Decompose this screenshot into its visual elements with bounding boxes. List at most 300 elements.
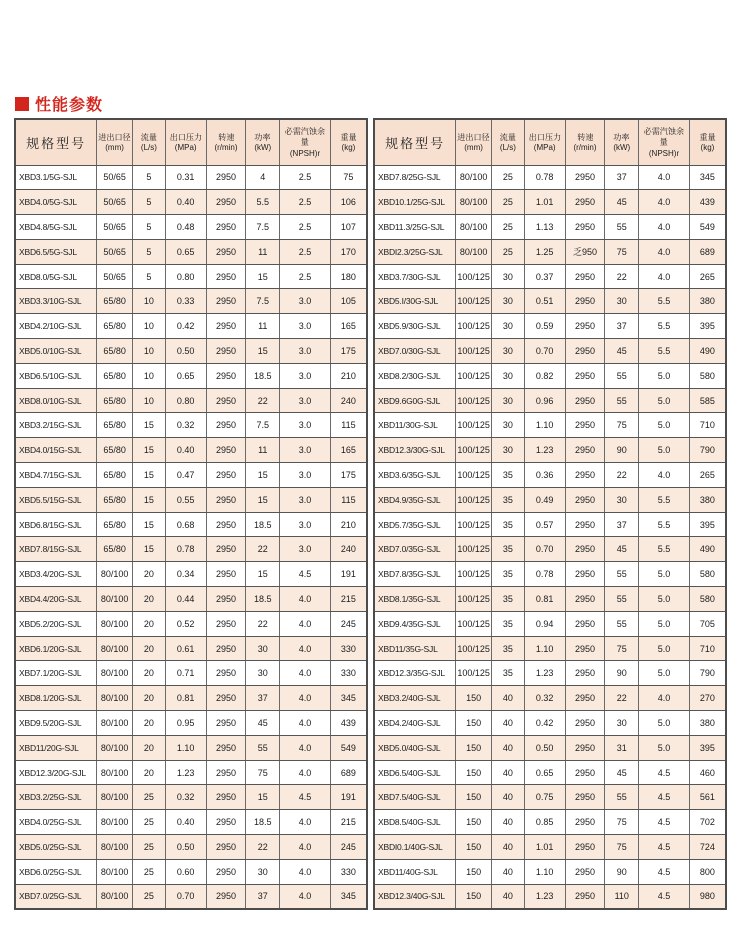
value-cell: 2950 <box>565 686 605 711</box>
value-cell: 30 <box>492 314 525 339</box>
value-cell: 15 <box>246 463 280 488</box>
value-cell: 1.10 <box>524 636 565 661</box>
value-cell: 2950 <box>565 859 605 884</box>
model-cell: XBD7.0/35G-SJL <box>374 537 456 562</box>
value-cell: 37 <box>605 314 639 339</box>
value-cell: 0.75 <box>524 785 565 810</box>
value-cell: 439 <box>330 711 367 736</box>
model-cell: XBD9.5/20G-SJL <box>15 711 97 736</box>
value-cell: 490 <box>689 537 726 562</box>
table-row <box>374 215 726 240</box>
value-cell: 2950 <box>565 562 605 587</box>
value-cell: 90 <box>605 859 639 884</box>
value-cell: 4.0 <box>639 264 690 289</box>
value-cell: 4.5 <box>639 760 690 785</box>
value-cell: 1.13 <box>524 215 565 240</box>
value-cell: 490 <box>689 339 726 364</box>
value-cell: 1.23 <box>524 884 565 909</box>
value-cell: 35 <box>492 562 525 587</box>
value-cell: 395 <box>689 512 726 537</box>
spec-table-right-body <box>374 165 726 909</box>
value-cell: 35 <box>492 463 525 488</box>
value-cell: 1.23 <box>524 438 565 463</box>
model-cell: XBD9.6G0G-SJL <box>374 388 456 413</box>
col-header-label: 必需汽蚀余量 <box>643 126 685 147</box>
value-cell: 15 <box>133 537 166 562</box>
col-header-pressure <box>165 119 206 165</box>
model-cell: XBD3.3/10G-SJL <box>15 289 97 314</box>
value-cell: 35 <box>492 587 525 612</box>
table-row <box>15 289 367 314</box>
value-cell: 0.32 <box>165 785 206 810</box>
value-cell: 0.80 <box>165 388 206 413</box>
table-row <box>15 413 367 438</box>
model-cell: XBD5.0/40G-SJL <box>374 735 456 760</box>
spec-table-right <box>373 118 727 910</box>
value-cell: 2950 <box>206 512 246 537</box>
value-cell: 2950 <box>565 314 605 339</box>
value-cell: 1.23 <box>165 760 206 785</box>
value-cell: 0.42 <box>165 314 206 339</box>
value-cell: 2950 <box>565 537 605 562</box>
value-cell: 2950 <box>565 884 605 909</box>
value-cell: 0.50 <box>165 339 206 364</box>
value-cell: 110 <box>605 884 639 909</box>
table-row <box>374 611 726 636</box>
value-cell: 11 <box>246 314 280 339</box>
model-cell: XBD7.0/30G-SJL <box>374 339 456 364</box>
value-cell: 0.33 <box>165 289 206 314</box>
value-cell: 5 <box>133 165 166 190</box>
col-header-unit: (L/s) <box>499 143 516 153</box>
table-row <box>374 810 726 835</box>
table-row <box>15 363 367 388</box>
value-cell: 5.5 <box>639 537 690 562</box>
col-header-flow <box>492 119 525 165</box>
value-cell: 2950 <box>565 661 605 686</box>
value-cell: 75 <box>246 760 280 785</box>
value-cell: 22 <box>246 835 280 860</box>
col-header-unit: (MPa) <box>174 143 197 153</box>
value-cell: 2.5 <box>280 264 331 289</box>
value-cell: 5.0 <box>639 587 690 612</box>
value-cell: 50/65 <box>97 239 133 264</box>
value-cell: 50/65 <box>97 165 133 190</box>
value-cell: 30 <box>246 859 280 884</box>
value-cell: 80/100 <box>97 587 133 612</box>
value-cell: 2950 <box>565 835 605 860</box>
value-cell: 4 <box>246 165 280 190</box>
value-cell: 270 <box>689 686 726 711</box>
value-cell: 18.5 <box>246 810 280 835</box>
value-cell: 55 <box>605 611 639 636</box>
value-cell: 22 <box>605 686 639 711</box>
value-cell: 0.85 <box>524 810 565 835</box>
value-cell: 2950 <box>206 537 246 562</box>
value-cell: 65/80 <box>97 463 133 488</box>
table-row <box>15 239 367 264</box>
value-cell: 580 <box>689 363 726 388</box>
col-header-unit: (kW) <box>254 143 272 153</box>
value-cell: 100/125 <box>456 661 492 686</box>
value-cell: 80/100 <box>97 884 133 909</box>
value-cell: 30 <box>492 289 525 314</box>
value-cell: 3.0 <box>280 438 331 463</box>
value-cell: 0.78 <box>165 537 206 562</box>
value-cell: 0.71 <box>165 661 206 686</box>
value-cell: 150 <box>456 884 492 909</box>
value-cell: 0.68 <box>165 512 206 537</box>
value-cell: 240 <box>330 537 367 562</box>
model-cell: XBD3.1/5G-SJL <box>15 165 97 190</box>
table-row <box>15 487 367 512</box>
model-cell: XBD5.7/35G-SJL <box>374 512 456 537</box>
value-cell: 3.0 <box>280 537 331 562</box>
col-header-weight <box>330 119 367 165</box>
value-cell: 4.0 <box>639 215 690 240</box>
value-cell: 2950 <box>206 363 246 388</box>
value-cell: 乏950 <box>565 239 605 264</box>
value-cell: 45 <box>246 711 280 736</box>
value-cell: 0.49 <box>524 487 565 512</box>
value-cell: 5.0 <box>639 388 690 413</box>
table-row <box>15 587 367 612</box>
value-cell: 2.5 <box>280 239 331 264</box>
value-cell: 330 <box>330 661 367 686</box>
table-row <box>374 388 726 413</box>
value-cell: 25 <box>133 785 166 810</box>
value-cell: 2950 <box>565 785 605 810</box>
col-header-unit: (mm) <box>105 143 124 153</box>
value-cell: 55 <box>605 388 639 413</box>
col-header-speed <box>565 119 605 165</box>
value-cell: 4.0 <box>280 735 331 760</box>
model-cell: XBD12.3/40G-SJL <box>374 884 456 909</box>
value-cell: 11 <box>246 239 280 264</box>
model-cell: XBD4.4/20G-SJL <box>15 587 97 612</box>
value-cell: 22 <box>246 388 280 413</box>
value-cell: 0.44 <box>165 587 206 612</box>
table-row <box>15 264 367 289</box>
value-cell: 150 <box>456 711 492 736</box>
model-cell: XBD3.6/35G-SJL <box>374 463 456 488</box>
value-cell: 2950 <box>206 239 246 264</box>
table-row <box>15 785 367 810</box>
col-header-weight <box>689 119 726 165</box>
value-cell: 15 <box>133 463 166 488</box>
value-cell: 2950 <box>206 165 246 190</box>
value-cell: 702 <box>689 810 726 835</box>
value-cell: 65/80 <box>97 413 133 438</box>
value-cell: 80/100 <box>456 239 492 264</box>
value-cell: 30 <box>246 636 280 661</box>
value-cell: 115 <box>330 413 367 438</box>
model-cell: XBD9.4/35G-SJL <box>374 611 456 636</box>
model-cell: XBD12.3/35G-SJL <box>374 661 456 686</box>
value-cell: 80/100 <box>97 810 133 835</box>
value-cell: 35 <box>492 512 525 537</box>
value-cell: 3.0 <box>280 339 331 364</box>
value-cell: 30 <box>605 289 639 314</box>
value-cell: 330 <box>330 859 367 884</box>
value-cell: 55 <box>605 363 639 388</box>
value-cell: 2950 <box>206 487 246 512</box>
value-cell: 50/65 <box>97 190 133 215</box>
value-cell: 2950 <box>206 686 246 711</box>
model-cell: XBD3.2/25G-SJL <box>15 785 97 810</box>
value-cell: 4.0 <box>639 239 690 264</box>
value-cell: 0.70 <box>524 537 565 562</box>
value-cell: 5.5 <box>639 487 690 512</box>
value-cell: 175 <box>330 463 367 488</box>
value-cell: 210 <box>330 363 367 388</box>
value-cell: 2950 <box>206 587 246 612</box>
model-cell: XBD6.1/20G-SJL <box>15 636 97 661</box>
table-row <box>374 413 726 438</box>
value-cell: 11 <box>246 438 280 463</box>
value-cell: 2950 <box>565 760 605 785</box>
value-cell: 80/100 <box>97 785 133 810</box>
value-cell: 5.5 <box>639 314 690 339</box>
value-cell: 2950 <box>565 165 605 190</box>
value-cell: 345 <box>689 165 726 190</box>
value-cell: 5.0 <box>639 661 690 686</box>
value-cell: 345 <box>330 686 367 711</box>
value-cell: 75 <box>605 413 639 438</box>
value-cell: 40 <box>492 785 525 810</box>
value-cell: 191 <box>330 785 367 810</box>
value-cell: 80/100 <box>97 835 133 860</box>
value-cell: 2950 <box>565 388 605 413</box>
col-header-unit: (kg) <box>700 143 715 153</box>
value-cell: 80/100 <box>97 562 133 587</box>
model-cell: XBD3.4/20G-SJL <box>15 562 97 587</box>
value-cell: 80/100 <box>97 611 133 636</box>
table-row <box>15 512 367 537</box>
value-cell: 3.0 <box>280 487 331 512</box>
value-cell: 40 <box>492 884 525 909</box>
col-header-unit: (mm) <box>464 143 483 153</box>
value-cell: 4.0 <box>280 859 331 884</box>
table-row <box>15 661 367 686</box>
model-cell: XBD7.8/15G-SJL <box>15 537 97 562</box>
value-cell: 1.25 <box>524 239 565 264</box>
value-cell: 0.96 <box>524 388 565 413</box>
table-row <box>374 314 726 339</box>
col-header-label: 功率 <box>613 132 630 142</box>
table-row <box>15 760 367 785</box>
col-header-npsh <box>280 119 331 165</box>
value-cell: 4.0 <box>639 190 690 215</box>
value-cell: 561 <box>689 785 726 810</box>
model-cell: XBD6.0/25G-SJL <box>15 859 97 884</box>
value-cell: 165 <box>330 438 367 463</box>
value-cell: 20 <box>133 636 166 661</box>
value-cell: 18.5 <box>246 587 280 612</box>
value-cell: 0.94 <box>524 611 565 636</box>
value-cell: 2950 <box>206 562 246 587</box>
value-cell: 55 <box>605 215 639 240</box>
value-cell: 100/125 <box>456 463 492 488</box>
value-cell: 580 <box>689 587 726 612</box>
value-cell: 80/100 <box>456 165 492 190</box>
value-cell: 5.0 <box>639 735 690 760</box>
value-cell: 5.5 <box>639 339 690 364</box>
table-row <box>15 611 367 636</box>
value-cell: 35 <box>492 611 525 636</box>
table-row <box>374 686 726 711</box>
value-cell: 30 <box>492 264 525 289</box>
value-cell: 10 <box>133 339 166 364</box>
value-cell: 15 <box>133 487 166 512</box>
table-row <box>15 388 367 413</box>
table-row <box>15 810 367 835</box>
value-cell: 80/100 <box>97 760 133 785</box>
value-cell: 2950 <box>565 215 605 240</box>
value-cell: 55 <box>605 562 639 587</box>
value-cell: 100/125 <box>456 512 492 537</box>
table-row <box>374 190 726 215</box>
value-cell: 724 <box>689 835 726 860</box>
col-header-label: 进出口径 <box>457 132 490 142</box>
col-header-unit: (r/min) <box>214 143 238 153</box>
value-cell: 150 <box>456 835 492 860</box>
value-cell: 150 <box>456 810 492 835</box>
value-cell: 2950 <box>565 339 605 364</box>
value-cell: 0.37 <box>524 264 565 289</box>
value-cell: 7.5 <box>246 413 280 438</box>
value-cell: 4.5 <box>639 810 690 835</box>
value-cell: 30 <box>492 438 525 463</box>
col-header-label: 重量 <box>340 132 357 142</box>
value-cell: 265 <box>689 264 726 289</box>
model-cell: XBD8.0/5G-SJL <box>15 264 97 289</box>
value-cell: 3.0 <box>280 314 331 339</box>
value-cell: 10 <box>133 314 166 339</box>
value-cell: 75 <box>605 636 639 661</box>
table-row <box>374 463 726 488</box>
value-cell: 100/125 <box>456 339 492 364</box>
value-cell: 50/65 <box>97 264 133 289</box>
value-cell: 45 <box>605 339 639 364</box>
value-cell: 2950 <box>206 835 246 860</box>
value-cell: 1.01 <box>524 835 565 860</box>
value-cell: 395 <box>689 314 726 339</box>
value-cell: 0.57 <box>524 512 565 537</box>
table-row <box>15 835 367 860</box>
model-cell: XBD12.3/30G-SJL <box>374 438 456 463</box>
value-cell: 790 <box>689 438 726 463</box>
model-cell: XBDI0.1/40G-SJL <box>374 835 456 860</box>
page-title: 性能参数 <box>35 97 104 114</box>
value-cell: 65/80 <box>97 388 133 413</box>
value-cell: 22 <box>605 264 639 289</box>
value-cell: 980 <box>689 884 726 909</box>
value-cell: 55 <box>605 587 639 612</box>
value-cell: 4.0 <box>280 686 331 711</box>
value-cell: 18.5 <box>246 363 280 388</box>
value-cell: 55 <box>605 785 639 810</box>
value-cell: 75 <box>605 810 639 835</box>
value-cell: 100/125 <box>456 587 492 612</box>
value-cell: 10 <box>133 388 166 413</box>
value-cell: 2950 <box>206 463 246 488</box>
value-cell: 3.0 <box>280 413 331 438</box>
table-row <box>15 537 367 562</box>
value-cell: 0.52 <box>165 611 206 636</box>
value-cell: 0.78 <box>524 165 565 190</box>
spec-tables <box>14 118 727 910</box>
value-cell: 90 <box>605 661 639 686</box>
value-cell: 2950 <box>206 785 246 810</box>
model-cell: XBD4.2/10G-SJL <box>15 314 97 339</box>
value-cell: 35 <box>492 487 525 512</box>
col-header-label: 出口压力 <box>169 132 202 142</box>
value-cell: 37 <box>246 686 280 711</box>
value-cell: 5.5 <box>639 289 690 314</box>
value-cell: 5.0 <box>639 413 690 438</box>
value-cell: 150 <box>456 859 492 884</box>
value-cell: 100/125 <box>456 289 492 314</box>
value-cell: 5.0 <box>639 438 690 463</box>
table-row <box>374 587 726 612</box>
value-cell: 2950 <box>565 363 605 388</box>
model-cell: XBD8.2/30G-SJL <box>374 363 456 388</box>
value-cell: 15 <box>246 487 280 512</box>
col-header-label: 转速 <box>217 132 235 142</box>
value-cell: 15 <box>246 562 280 587</box>
value-cell: 100/125 <box>456 487 492 512</box>
col-header-power <box>605 119 639 165</box>
value-cell: 50/65 <box>97 215 133 240</box>
value-cell: 25 <box>492 239 525 264</box>
model-cell: XBD5.5/15G-SJL <box>15 487 97 512</box>
model-cell: XBD3.2/15G-SJL <box>15 413 97 438</box>
value-cell: 0.70 <box>524 339 565 364</box>
value-cell: 705 <box>689 611 726 636</box>
col-header-pressure <box>524 119 565 165</box>
value-cell: 40 <box>492 711 525 736</box>
value-cell: 0.42 <box>524 711 565 736</box>
value-cell: 439 <box>689 190 726 215</box>
col-header-label: 重量 <box>699 132 716 142</box>
value-cell: 65/80 <box>97 363 133 388</box>
value-cell: 165 <box>330 314 367 339</box>
value-cell: 150 <box>456 760 492 785</box>
value-cell: 0.47 <box>165 463 206 488</box>
model-cell: XBD4.0/5G-SJL <box>15 190 97 215</box>
value-cell: 2950 <box>206 810 246 835</box>
col-header-label: 必需汽蚀余量 <box>284 126 326 147</box>
value-cell: 549 <box>689 215 726 240</box>
section-marker-icon <box>15 97 29 111</box>
value-cell: 75 <box>605 239 639 264</box>
col-header-model: 规格型号 <box>374 119 456 165</box>
value-cell: 5 <box>133 215 166 240</box>
value-cell: 2950 <box>206 438 246 463</box>
model-cell: XBD6.5/10G-SJL <box>15 363 97 388</box>
value-cell: 10 <box>133 289 166 314</box>
value-cell: 20 <box>133 760 166 785</box>
value-cell: 40 <box>492 686 525 711</box>
model-cell: XBD4.7/15G-SJL <box>15 463 97 488</box>
model-cell: XBD3.7/30G-SJL <box>374 264 456 289</box>
value-cell: 4.0 <box>280 884 331 909</box>
value-cell: 40 <box>492 760 525 785</box>
value-cell: 65/80 <box>97 537 133 562</box>
value-cell: 75 <box>605 835 639 860</box>
value-cell: 265 <box>689 463 726 488</box>
